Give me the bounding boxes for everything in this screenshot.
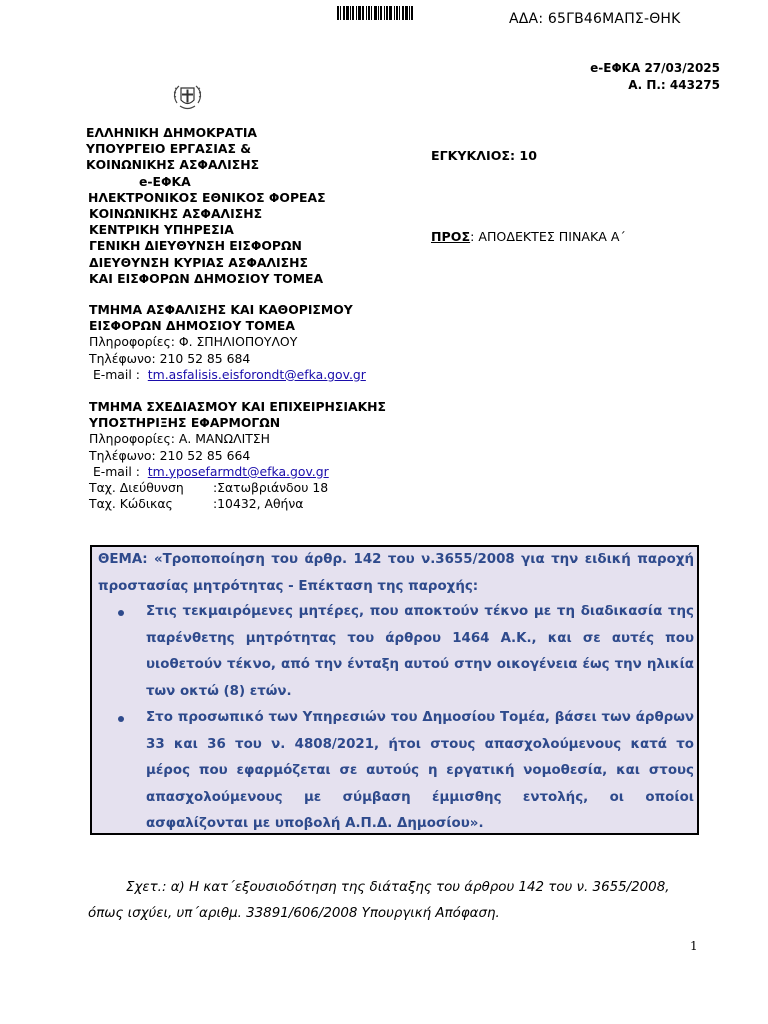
header-line: ΚΟΙΝΩΝΙΚΗΣ ΑΣΦΑΛΙΣΗΣ: [89, 206, 263, 222]
circular-number: ΕΓΚΥΚΛΙΟΣ: 10: [431, 148, 537, 163]
bullet-icon: [118, 610, 124, 616]
postal-value: :10432, Αθήνα: [213, 496, 304, 512]
page-number: 1: [690, 939, 698, 953]
header-line: ΗΛΕΚΤΡΟΝΙΚΟΣ ΕΘΝΙΚΟΣ ΦΟΡΕΑΣ: [88, 189, 326, 205]
header-line: ΥΠΟΥΡΓΕΙΟ ΕΡΓΑΣΙΑΣ &: [86, 141, 252, 157]
department-title: ΕΙΣΦΟΡΩΝ ΔΗΜΟΣΙΟΥ ΤΟΜΕΑ: [89, 318, 295, 334]
bullet-text: Στο προσωπικό των Υπηρεσιών του Δημοσίου Τομέα, βάσει των άρθρων 33 και 36 του ν. 4808/2021, ήτοι στους απασχολούμενους κατά το μέρος που εφαρμόζεται σε αυτούς η εργατική νομοθεσία, και στους απασχολούμενους με σύμβαση έμμισθης εντολής, οι οποίοι ασφαλίζονται με υποβολή Α.Π.Δ. Δημοσίου».: [146, 710, 694, 832]
contact-email-row: [89, 367, 366, 383]
protocol-number: Α. Π.: 443275: [628, 78, 720, 92]
ada-code: ΑΔΑ: 65ΓΒ46ΜΑΠΣ-ΘΗΚ: [509, 11, 681, 27]
related-reference-line1: Σχετ.: α) Η κατ΄εξουσιοδότηση της διάταξης του άρθρου 142 του ν. 3655/2008,: [126, 880, 670, 895]
email-link[interactable]: tm.yposefarmdt@efka.gov.gr: [147, 463, 329, 479]
subject-bullet: [122, 599, 694, 705]
department-insurance: [89, 302, 366, 383]
subject-heading: ΘΕΜΑ: «Τροποποίηση του άρθρ. 142 του ν.3655/2008 για την ειδική παροχή προστασίας μητρότητας - Επέκταση της παροχής:: [98, 552, 694, 594]
issuer-header: [86, 125, 326, 287]
barcode: [337, 6, 433, 20]
email-label: E-mail :: [89, 366, 148, 382]
contact-email-row: [89, 464, 386, 480]
department-title: ΤΜΗΜΑ ΣΧΕΔΙΑΣΜΟΥ ΚΑΙ ΕΠΙΧΕΙΡΗΣΙΑΚΗΣ: [89, 399, 387, 414]
subject-box: [90, 545, 699, 835]
email-label: E-mail :: [89, 463, 148, 479]
header-line: ΚΕΝΤΡΙΚΗ ΥΠΗΡΕΣΙΑ: [89, 222, 234, 238]
department-title: ΥΠΟΣΤΗΡΙΞΗΣ ΕΦΑΡΜΟΓΩΝ: [89, 415, 281, 431]
contact-info: Πληροφορίες: Α. ΜΑΝΩΛΙΤΣΗ: [89, 431, 270, 447]
department-title: ΤΜΗΜΑ ΑΣΦΑΛΙΣΗΣ ΚΑΙ ΚΑΘΟΡΙΣΜΟΥ: [89, 302, 353, 317]
address-value: :Σατωβριάνδου 18: [213, 480, 329, 496]
header-line: ΔΙΕΥΘΥΝΣΗ ΚΥΡΙΑΣ ΑΣΦΑΛΙΣΗΣ: [89, 254, 308, 270]
bullet-icon: [118, 716, 124, 722]
department-planning: [89, 399, 386, 512]
recipients: [431, 229, 626, 244]
address-label: Ταχ. Διεύθυνση: [89, 480, 184, 496]
header-line: ΕΛΛΗΝΙΚΗ ΔΗΜΟΚΡΑΤΙΑ: [86, 125, 258, 140]
related-reference-line2: όπως ισχύει, υπ΄αριθμ. 33891/606/2008 Υπουργική Απόφαση.: [88, 906, 500, 921]
header-line: ΚΟΙΝΩΝΙΚΗΣ ΑΣΦΑΛΙΣΗΣ: [86, 157, 260, 173]
bullet-text: Στις τεκμαιρόμενες μητέρες, που αποκτούν τέκνο με τη διαδικασία της παρένθετης μητρότητας του άρθρου 1464 Α.Κ., και σε αυτές που υιοθετούν τέκνο, από την ένταξη αυτού στην οικογένεια έως την ηλικία των οκτώ (8) ετών.: [146, 604, 694, 699]
contact-phone: Τηλέφωνο: 210 52 85 684: [89, 350, 251, 366]
recipients-label: ΠΡΟΣ: [431, 229, 471, 244]
subject-bullet: [122, 705, 694, 838]
greek-emblem-icon: [171, 83, 204, 113]
postal-row: [89, 496, 386, 512]
recipients-value: : ΑΠΟΔΕΚΤΕΣ ΠΙΝΑΚΑ Α΄: [470, 229, 626, 244]
header-line: e-ΕΦΚΑ: [139, 173, 191, 189]
contact-info: Πληροφορίες: Φ. ΣΠΗΛΙΟΠΟΥΛΟΥ: [89, 334, 298, 350]
efka-date: e-ΕΦΚΑ 27/03/2025: [590, 61, 720, 75]
contact-phone: Τηλέφωνο: 210 52 85 664: [89, 447, 251, 463]
postal-label: Ταχ. Κώδικας: [89, 496, 173, 512]
header-line: ΓΕΝΙΚΗ ΔΙΕΥΘΥΝΣΗ ΕΙΣΦΟΡΩΝ: [89, 238, 302, 254]
header-line: ΚΑΙ ΕΙΣΦΟΡΩΝ ΔΗΜΟΣΙΟΥ ΤΟΜΕΑ: [89, 270, 324, 286]
email-link[interactable]: tm.asfalisis.eisforondt@efka.gov.gr: [147, 366, 366, 382]
address-row: [89, 480, 386, 496]
